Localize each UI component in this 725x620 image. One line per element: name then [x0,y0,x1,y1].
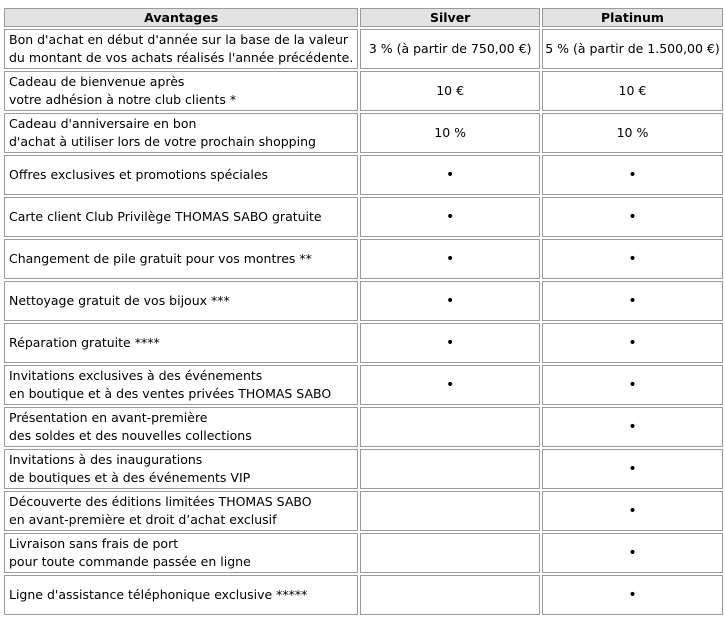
platinum-cell [542,113,723,153]
benefit-text-line: Ligne d'assistance téléphonique exclusive ***** [9,587,308,602]
silver-cell [360,197,540,237]
benefit-text-line: votre adhésion à notre club clients * [9,92,237,107]
table-row [4,155,723,195]
header-platinum: Platinum [542,8,723,27]
platinum-cell [542,533,723,573]
benefit-text-line: Réparation gratuite **** [9,335,160,350]
benefit-text-line: Découverte des éditions limitées THOMAS SABO [9,494,312,509]
benefit-text-line: pour toute commande passée en ligne [9,554,251,569]
silver-cell [360,365,540,405]
table-row [4,533,723,573]
table-row [4,197,723,237]
benefits-table-container [2,6,725,617]
table-body [4,29,723,615]
table-row [4,29,723,69]
platinum-value: 10 € [618,83,647,98]
bullet-icon: • [446,251,455,267]
benefit-cell [4,29,358,69]
silver-cell [360,491,540,531]
benefit-text-line: Carte client Club Privilège THOMAS SABO gratuite [9,209,322,224]
bullet-icon: • [628,209,637,225]
bullet-icon: • [446,209,455,225]
silver-cell [360,533,540,573]
header-avantages: Avantages [4,8,358,27]
table-row [4,491,723,531]
bullet-icon: • [628,503,637,519]
benefit-cell [4,449,358,489]
bullet-icon: • [628,377,637,393]
benefit-text-line: Livraison sans frais de port [9,536,179,551]
platinum-cell [542,29,723,69]
benefit-cell [4,71,358,111]
silver-cell [360,407,540,447]
silver-value: 3 % (à partir de 750,00 €) [368,41,532,56]
bullet-icon: • [628,587,637,603]
bullet-icon: • [446,293,455,309]
benefit-text-line: Offres exclusives et promotions spéciales [9,167,269,182]
table-row [4,239,723,279]
benefit-text-line: Bon d'achat en début d'année sur la base de la valeur [9,32,349,47]
benefit-cell [4,365,358,405]
table-row [4,71,723,111]
bullet-icon: • [628,167,637,183]
benefit-text-line: Cadeau d'anniversaire en bon [9,116,197,131]
benefit-cell [4,533,358,573]
benefit-text-line: Nettoyage gratuit de vos bijoux *** [9,293,230,308]
platinum-cell [542,323,723,363]
benefit-cell [4,575,358,615]
benefit-text-line: en avant-première et droit d’achat exclusif [9,512,277,527]
benefit-cell [4,491,358,531]
table-row [4,449,723,489]
platinum-cell [542,365,723,405]
benefit-text-line: Changement de pile gratuit pour vos montres ** [9,251,312,266]
platinum-cell [542,155,723,195]
benefit-text-line: des soldes et des nouvelles collections [9,428,252,443]
benefit-text-line: Invitations à des inaugurations [9,452,203,467]
platinum-cell [542,281,723,321]
table-row [4,407,723,447]
bullet-icon: • [628,251,637,267]
silver-value: 10 % [434,125,467,140]
platinum-cell [542,449,723,489]
benefit-cell [4,323,358,363]
silver-cell [360,155,540,195]
platinum-value: 10 % [616,125,649,140]
benefit-cell [4,407,358,447]
platinum-cell [542,575,723,615]
platinum-cell [542,71,723,111]
bullet-icon: • [628,461,637,477]
platinum-cell [542,491,723,531]
table-row [4,323,723,363]
bullet-icon: • [628,293,637,309]
silver-cell [360,71,540,111]
table-row [4,113,723,153]
silver-cell [360,113,540,153]
table-row [4,281,723,321]
silver-cell [360,323,540,363]
silver-value: 10 € [436,83,465,98]
bullet-icon: • [446,167,455,183]
silver-cell [360,575,540,615]
platinum-cell [542,197,723,237]
table-row [4,365,723,405]
platinum-cell [542,239,723,279]
benefit-cell [4,197,358,237]
silver-cell [360,281,540,321]
table-row [4,575,723,615]
bullet-icon: • [446,335,455,351]
benefit-text-line: en boutique et à des ventes privées THOMAS SABO [9,386,332,401]
benefit-text-line: d'achat à utiliser lors de votre prochain shopping [9,134,316,149]
bullet-icon: • [628,419,637,435]
benefit-cell [4,155,358,195]
benefits-table [2,6,725,617]
benefit-text-line: Cadeau de bienvenue après [9,74,185,89]
benefit-text-line: Invitations exclusives à des événements [9,368,263,383]
benefit-text-line: du montant de vos achats réalisés l'année précédente. [9,50,354,65]
benefit-cell [4,113,358,153]
table-header-row [4,8,723,27]
benefit-text-line: Présentation en avant-première [9,410,208,425]
header-silver: Silver [360,8,540,27]
platinum-value: 5 % (à partir de 1.500,00 €) [545,41,720,56]
silver-cell [360,29,540,69]
silver-cell [360,449,540,489]
bullet-icon: • [628,545,637,561]
platinum-cell [542,407,723,447]
silver-cell [360,239,540,279]
bullet-icon: • [628,335,637,351]
benefit-text-line: de boutiques et à des événements VIP [9,470,251,485]
benefit-cell [4,281,358,321]
bullet-icon: • [446,377,455,393]
benefit-cell [4,239,358,279]
